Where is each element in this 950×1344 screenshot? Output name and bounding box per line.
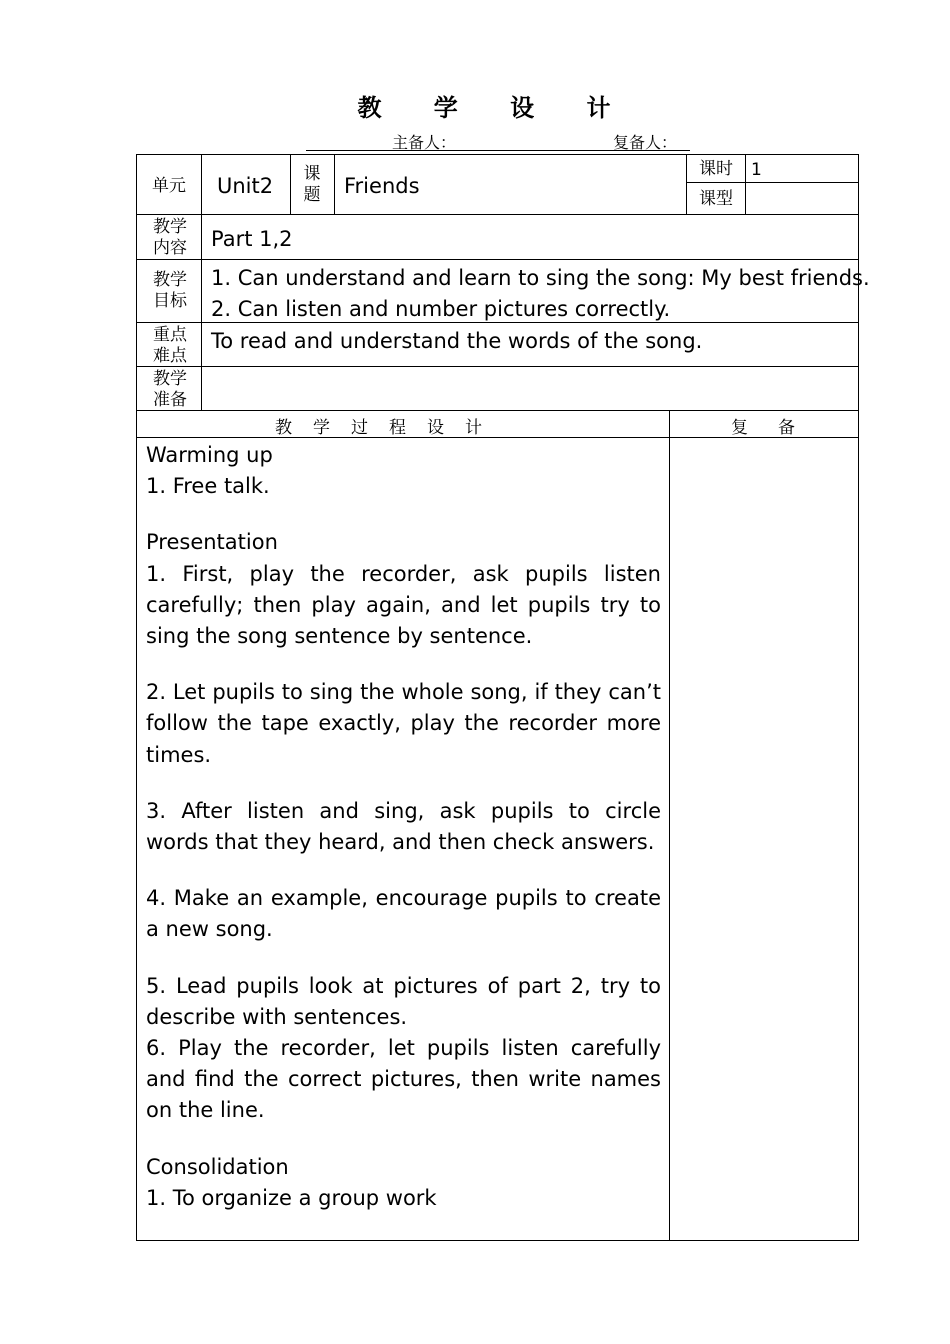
- col-divider: [745, 154, 746, 214]
- process-step: 3. After listen and sing, ask pupils to circle words that they heard, and then check answers.: [146, 798, 661, 855]
- paragraph-gap: [146, 652, 661, 677]
- objectives-label: 教学目标: [153, 270, 187, 311]
- content-value: Part 1,2: [211, 227, 293, 251]
- period-label: 课时: [699, 159, 733, 179]
- paragraph-gap: [146, 946, 661, 971]
- paragraph-gap: [146, 858, 661, 883]
- section-heading: Warming up: [146, 443, 273, 467]
- col-divider: [201, 154, 202, 410]
- row-divider: [136, 410, 859, 411]
- process-step: 6. Play the recorder, let pupils listen carefully and find the correct pictures, then write names on the line.: [146, 1036, 661, 1123]
- topic-label: 课题: [303, 164, 321, 205]
- row-divider: [136, 322, 859, 323]
- content-label: 教学内容: [153, 217, 187, 258]
- col-divider: [686, 154, 687, 214]
- process-step: 1. First, play the recorder, ask pupils listen carefully; then play again, and let pupils try to sing the song sentence by sentence.: [146, 561, 661, 649]
- keypoints-value: To read and understand the words of the song.: [211, 329, 703, 353]
- process-heading: 教学过程设计: [275, 418, 503, 438]
- review-heading: 复备: [731, 418, 825, 438]
- process-step: 5. Lead pupils look at pictures of part 2, try to describe with sentences.: [146, 973, 661, 1029]
- review-preparer-label: 复备人：: [613, 133, 678, 152]
- process-step: 1. Free talk.: [146, 474, 270, 499]
- section-heading: Presentation: [146, 530, 278, 555]
- preparers-line: [306, 128, 690, 151]
- process-step: 2. Let pupils to sing the whole song, if they can’t follow the tape exactly, play the recorder more times.: [146, 680, 661, 767]
- document-title: 教 学 设 计: [357, 93, 633, 122]
- topic-value: Friends: [344, 174, 420, 198]
- process-step: 1. To organize a group work: [146, 1185, 437, 1210]
- row-divider: [686, 182, 859, 183]
- lesson-type-label: 课型: [699, 189, 733, 209]
- objective-line: 1. Can understand and learn to sing the song: My best friends.: [211, 266, 870, 290]
- row-divider: [136, 214, 859, 215]
- preparation-label: 教学准备: [153, 369, 187, 410]
- paragraph-gap: [146, 771, 661, 796]
- section-heading: Consolidation: [146, 1154, 289, 1179]
- process-content: [146, 440, 661, 1214]
- paragraph-gap: [146, 502, 661, 527]
- paragraph-gap: [146, 1127, 661, 1152]
- main-preparer-label: 主备人：: [392, 133, 457, 152]
- unit-value: Unit2: [217, 174, 274, 198]
- col-divider: [290, 154, 291, 214]
- objective-line: 2. Can listen and number pictures correctly.: [211, 297, 671, 321]
- process-step: 4. Make an example, encourage pupils to create a new song.: [146, 886, 661, 942]
- row-divider: [136, 259, 859, 260]
- keypoints-label: 重点难点: [153, 325, 187, 366]
- row-divider: [136, 366, 859, 367]
- col-divider: [334, 154, 335, 214]
- unit-label: 单元: [152, 176, 186, 196]
- period-value: 1: [751, 160, 762, 180]
- col-divider: [669, 410, 670, 1241]
